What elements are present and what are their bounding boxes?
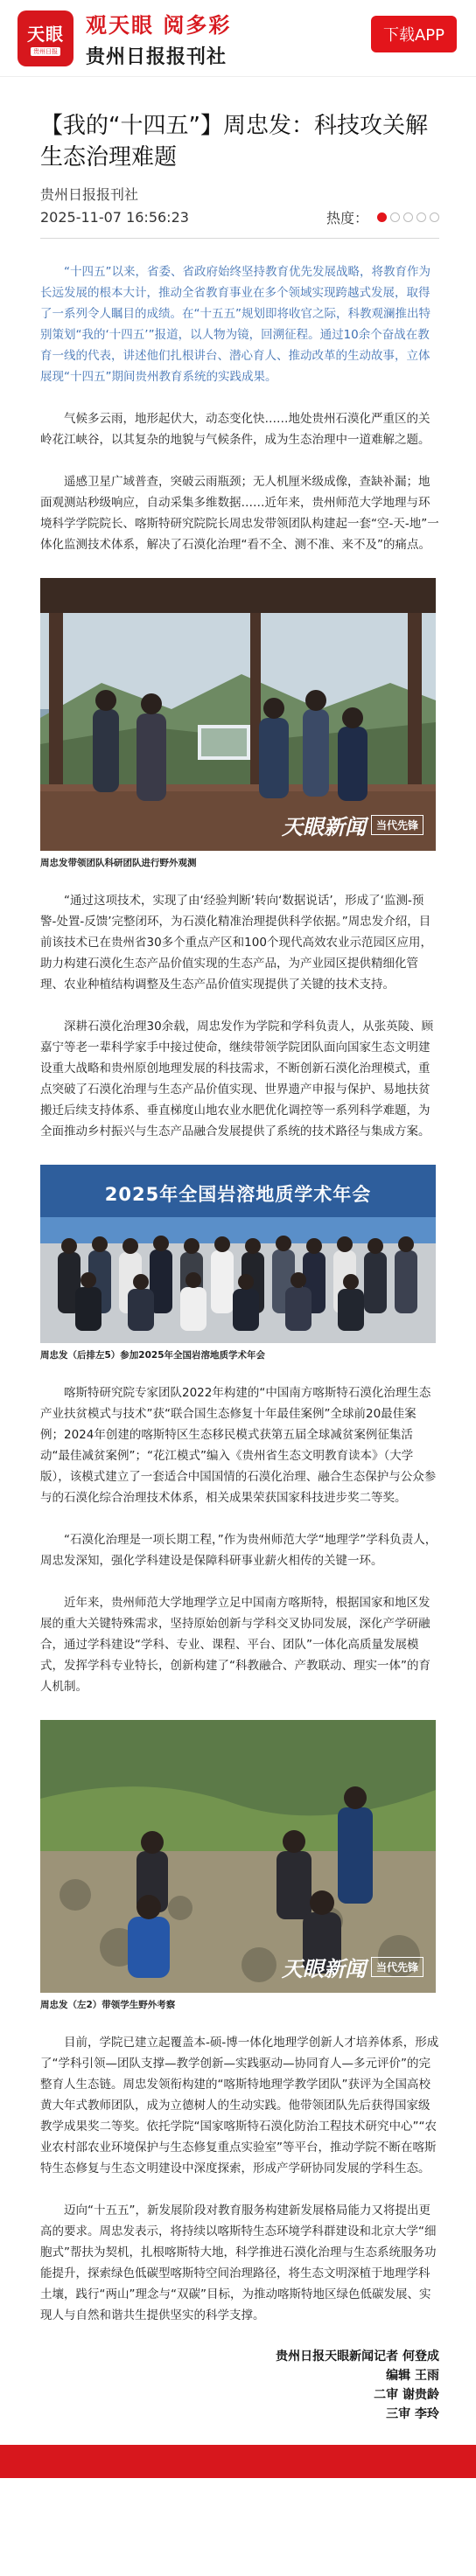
article-paragraph: 深耕石漠化治理30余载，周忠发作为学院和学科负责人，从张英陵、顾嘉宁等老一辈科学家手中接过使命，继续带领学院团队面向国家生态文明建设重大战略和贵州原创地理发展的科技需求，不断创新石漠化治理模式，重点突破了石漠化治理与生态产品价值实现、世界遗产申报与保护、易地扶贫搬迁后续支持体系、垂直梯度山地农业水肥优化调控等一系列科学难题，为全面推动乡村振兴与生态产品融合发展提供了系统的技术路径与集成方案。 [40,1020,434,1138]
article-paragraph: “石漠化治理是一项长期工程，”作为贵州师范大学“地理学”学科负责人，周忠发深知，强化学科建设是保障科研事业薪火相传的关键一环。 [40,1533,438,1568]
article-lead: “十四五”以来，省委、省政府始终坚持教育优先发展战略，将教育作为长远发展的根本大计，推动全省教育事业在多个领域实现跨越式发展，取得了一系列令人瞩目的成绩。在“十五五”规划即将收官之际，科教观澜推出特别策划“我的‘十四五’”报道，以人物为镜，回溯征程。通过10余个奋战在教育一线的代表，讲述他们扎根讲台、潜心育人、推动改革的生动故事，立体展现“十四五”期间贵州教育系统的实践成果。 [40,265,430,384]
footer-bar [0,2445,476,2478]
photo-caption: 周忠发（左2）带领学生野外考察 [40,2000,176,2010]
article-paragraph: “通过这项技术，实现了由‘经验判断’转向‘数据说话’，形成了‘监测-预警-处置-反馈’完整闭环，为石漠化精准治理提供科学依据。”周忠发介绍，目前该技术已在贵州省30多个重点产区和100个现代高效农业示范园区应用，助力构建石漠化生态产品价值实现的生态产品，为产业园区提供精细化管理、农业种植结构调整及生态产品价值实现提供了关键的技术支持。 [40,894,432,992]
logo-subtext: 贵州日报 [31,47,60,56]
photo-watermark [282,1952,424,1982]
brand-slogan: 观天眼 阅多彩 [86,12,232,38]
article-paragraph: 目前，学院已建立起覆盖本-硕-博一体化地理学创新人才培养体系，形成了“学科引领—团队支撑—教学创新—实践驱动—协同育人—多元评价”的完整育人生态链。周忠发领衔构建的“喀斯特地理学教学团队”获评为全国高校黄大年式教师团队，成为立德树人的生动实践。他带领团队先后获得国家级教学成果奖二等奖。依托学院“国家喀斯特石漠化防治工程技术研究中心”“农业农村部农业环境保护与生态修复重点实验室”等平台，推动学院不断在喀斯特生态修复与生态文明建设中深度探索，形成产学研协同发展的学科生态。 [40,2036,439,2176]
photo-caption: 周忠发带领团队科研团队进行野外观测 [40,858,197,868]
article-paragraph: 遥感卫星广域普查，突破云雨瓶颈；无人机厘米级成像，查缺补漏；地面观测站秒级响应，自动采集多维数据……近年来，贵州师范大学地理与环境科学学院院长、喀斯特研究院院长周忠发带领团队构建起一套“空-天-地”一体化监测技术体系，解决了石漠化治理“看不全、测不准、来不及”的痛点。 [40,475,439,552]
article-meta [40,207,439,227]
heat-dot-icon [403,212,413,222]
article-paragraph: 近年来，贵州师范大学地理学立足中国南方喀斯特，根据国家和地区发展的重大关键特殊需求，坚持原始创新与学科交叉协同发展，深化产学研融合，通过学科建设“学科、专业、课程、平台、团队”一体化高质量发展模式，发挥学科专业特长，创新构建了“科教融合、产教联动、理实一体”的育人机制。 [40,1596,430,1694]
signature-second-review: 二审 谢贵龄 [374,2388,439,2402]
signature-reporter: 贵州日报天眼新闻记者 何登成 [276,2350,439,2364]
heat-rating [326,207,439,227]
signature-third-review: 三审 李玲 [386,2407,439,2421]
article [0,77,476,2424]
heat-label: 热度： [326,210,368,226]
logo-text: 天眼 [27,24,64,45]
conference-banner-text: 2025年全国岩溶地质学术年会 [104,1184,372,1205]
brand-block [86,8,231,69]
watermark-primary: 天眼新闻 [281,1957,366,1981]
photo-field-observation [40,578,436,851]
watermark-secondary: 当代先锋 [371,1957,424,1977]
heat-dot-icon [430,212,439,222]
watermark-primary: 天眼新闻 [281,815,366,839]
watermark-secondary: 当代先锋 [371,815,424,835]
article-source: 贵州日报报刊社 [40,186,139,203]
download-app-button[interactable]: 下载APP [371,16,457,52]
photo-caption: 周忠发（后排左5）参加2025年全国岩溶地质学术年会 [40,1350,266,1361]
signature-editor: 编辑 王雨 [386,2369,439,2383]
divider [40,238,439,239]
app-logo [18,10,74,66]
photo-student-fieldwork [40,1720,436,1993]
article-paragraph: 气候多云雨，地形起伏大，动态变化快……地处贵州石漠化严重区的关岭花江峡谷，以其复杂的地貌与气候条件，成为生态治理中一道难解之题。 [40,412,430,447]
article-paragraph: 喀斯特研究院专家团队2022年构建的“中国南方喀斯特石漠化治理生态产业扶贫模式与技术”获“联合国生态修复十年最佳案例”全球前20最佳案例；2024年创建的喀斯特区生态移民模式获第五届全球减贫案例征集活动“最佳减贫案例”；“花江模式”编入《贵州省生态文明教育读本》（大学版），该模式建立了一套适合中国国情的石漠化治理、融合生态保护与公众参与的石漠化综合治理技术体系，相关成果荣获国家科技进步奖二等奖。 [40,1386,437,1505]
heat-dot-icon [416,212,426,222]
article-title: 【我的“十四五”】周忠发：科技攻关解生态治理难题 [40,113,428,171]
photo-conference-group [40,1165,436,1343]
heat-dot-icon [390,212,400,222]
brand-name: 贵州日报报刊社 [86,45,228,68]
article-paragraph: 迈向“十五五”，新发展阶段对教育服务构建新发展格局能力又将提出更高的要求。周忠发表示，将持续以喀斯特生态环境学科群建设和北京大学“细胞式”帮扶为契机，扎根喀斯特大地，科学推进石漠化治理与生态系统服务功能提升，探索绿色低碳型喀斯特空间治理路径，将生态文明深植于地理学科土壤，践行“两山”理念与“双碳”目标，为推动喀斯特地区绿色低碳发展、实现人与自然和谐共生提供坚实的科学支撑。 [40,2204,437,2322]
article-datetime: 2025-11-07 16:56:23 [40,209,189,226]
heat-dot-icon [377,212,387,222]
article-signature [40,2347,439,2424]
photo-watermark [282,810,424,840]
app-banner [0,0,476,77]
